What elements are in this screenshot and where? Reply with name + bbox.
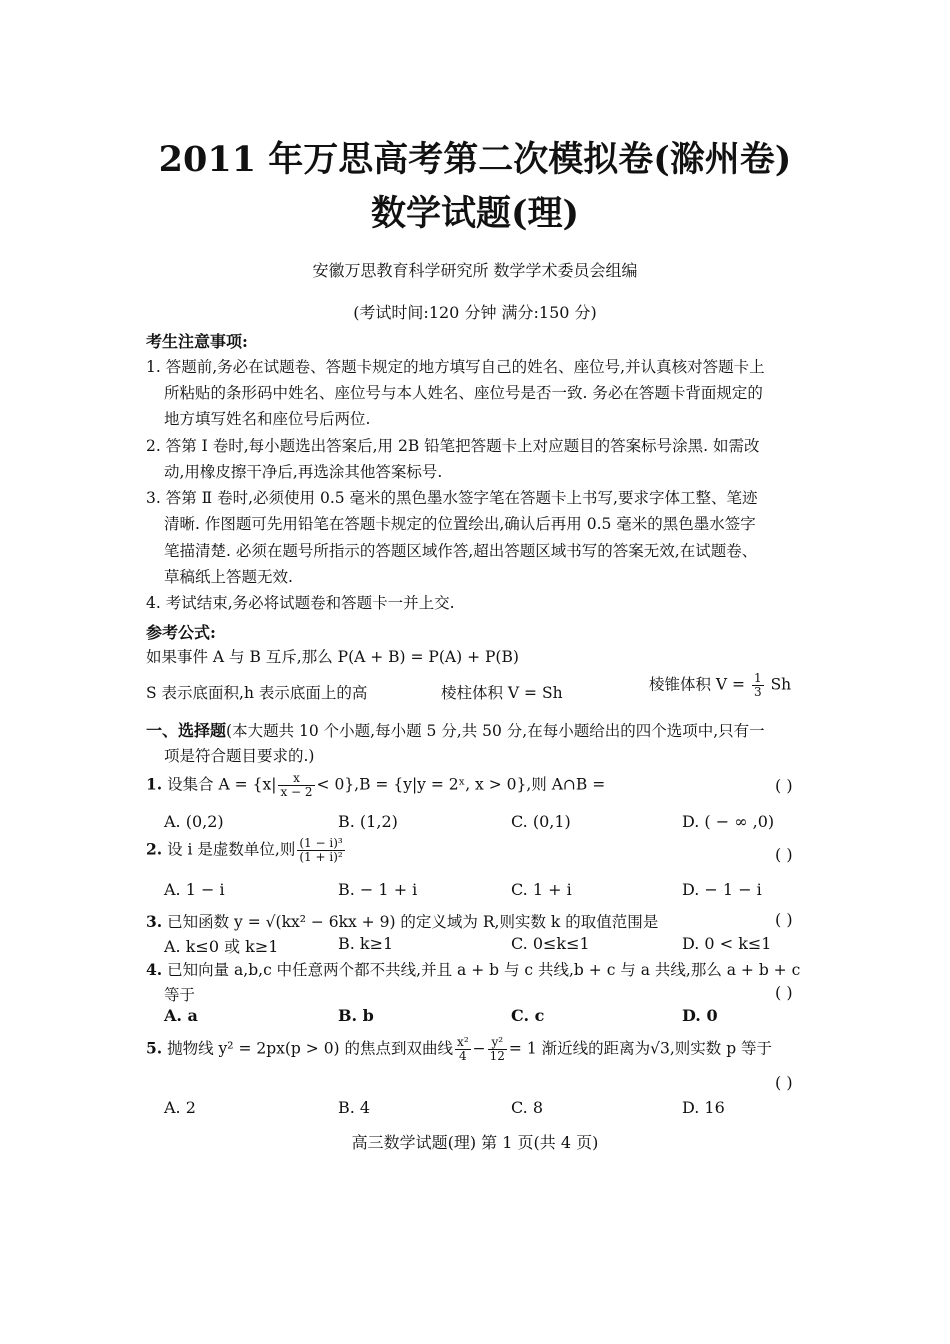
- note-line: 2. 答第 Ⅰ 卷时,每小题选出答案后,用 2B 铅笔把答题卡上对应题目的答案标号涂黑. 如需改: [146, 437, 760, 455]
- note-line: 动,用橡皮擦干净后,再选涂其他答案标号.: [164, 463, 443, 481]
- note-line: 地方填写姓名和座位号后两位.: [164, 410, 371, 428]
- question-1: [146, 772, 605, 799]
- question-4: [146, 958, 800, 980]
- option-a: A. a: [164, 1006, 198, 1025]
- fraction-numerator: (1 − i)³: [299, 836, 343, 850]
- option-d: D. 0 < k≤1: [682, 934, 772, 953]
- answer-bracket: ( ): [775, 845, 793, 864]
- question-2: [146, 837, 347, 864]
- fraction: [455, 1036, 471, 1063]
- fraction-numerator: 1: [753, 671, 762, 685]
- option-b: B. − 1 + i: [338, 880, 418, 899]
- prism-volume: 棱柱体积 V = Sh: [441, 684, 563, 702]
- note-line: 草稿纸上答题无效.: [164, 568, 293, 586]
- fraction: [752, 672, 764, 699]
- question-text: {x|: [252, 775, 277, 794]
- option-b: B. b: [338, 1006, 374, 1025]
- pyramid-volume-tail: Sh: [770, 675, 792, 694]
- fraction-numerator: x²: [457, 1035, 469, 1049]
- publisher-line: 安徽万思教育科学研究所 数学学术委员会组编: [312, 261, 638, 280]
- option-d: D. 0: [682, 1006, 718, 1025]
- note-line: 笔描清楚. 必须在题号所指示的答题区域作答,超出答题区域书写的答案无效,在试题卷、: [164, 542, 758, 560]
- note-line: 3. 答第 Ⅱ 卷时,必须使用 0.5 毫米的黑色墨水签字笔在答题卡上书写,要求字体工整、笔迹: [146, 489, 758, 507]
- formula-heading: 参考公式:: [146, 623, 216, 642]
- question-number: 3.: [146, 912, 163, 931]
- note-line: 清晰. 作图题可先用铅笔在答题卡规定的位置绘出,确认后再用 0.5 毫米的黑色墨水签字: [164, 515, 756, 533]
- option-a: A. (0,2): [164, 812, 224, 831]
- question-number: 5.: [146, 1038, 163, 1058]
- fraction-denominator: (1 + i)²: [299, 850, 343, 864]
- answer-bracket: ( ): [775, 983, 793, 1002]
- minus-sign: −: [472, 1039, 486, 1058]
- option-c: C. 1 + i: [511, 880, 572, 899]
- section-heading: 一、选择题: [146, 721, 227, 740]
- pyramid-volume: [649, 672, 791, 699]
- answer-bracket: ( ): [775, 776, 793, 795]
- question-text: 设集合 A =: [167, 775, 248, 794]
- option-a: A. k≤0 或 k≥1: [164, 937, 279, 956]
- question-text: = 1 渐近线的距离为√3,则实数 p 等于: [508, 1039, 773, 1058]
- option-d: D. 16: [682, 1098, 725, 1117]
- question-number: 2.: [146, 839, 163, 859]
- option-d: D. ( − ∞ ,0): [682, 812, 775, 831]
- fraction: [278, 772, 314, 799]
- exam-title: 2011 年万思高考第二次模拟卷(滁州卷): [158, 139, 792, 180]
- question-text: 已知向量 a,b,c 中任意两个都不共线,并且 a + b 与 c 共线,b + c 与 a 共线,那么 a + b + c: [167, 961, 801, 979]
- exam-subtitle: 数学试题(理): [370, 193, 580, 234]
- section-intro: [146, 718, 765, 741]
- option-b: B. 4: [338, 1098, 371, 1117]
- option-b: B. (1,2): [338, 812, 398, 831]
- exam-info: (考试时间:120 分钟 满分:150 分): [353, 303, 597, 322]
- notes-heading: 考生注意事项:: [146, 332, 248, 351]
- fraction: [488, 1036, 507, 1063]
- note-line: 所粘贴的条形码中姓名、座位号与本人姓名、座位号是否一致. 务必在答题卡背面规定的: [164, 384, 763, 402]
- section-desc: (本大题共 10 个小题,每小题 5 分,共 50 分,在每小题给出的四个选项中,只有一: [226, 722, 765, 740]
- pyramid-volume-label: 棱锥体积 V =: [649, 675, 746, 694]
- option-c: C. 0≤k≤1: [511, 934, 590, 953]
- question-number: 1.: [146, 774, 163, 794]
- fraction-denominator: 4: [459, 1049, 467, 1063]
- fraction: [297, 837, 344, 864]
- page-footer: 高三数学试题(理) 第 1 页(共 4 页): [351, 1133, 599, 1152]
- option-c: C. (0,1): [511, 812, 571, 831]
- fraction-numerator: x: [278, 772, 314, 786]
- note-line: 1. 答题前,务必在试题卷、答题卡规定的地方填写自己的姓名、座位号,并认真核对答题卡上: [146, 358, 765, 376]
- option-c: C. 8: [511, 1098, 544, 1117]
- formula-note: S 表示底面积,h 表示底面上的高: [146, 684, 368, 702]
- question-text: < 0},B = {y|y = 2ˣ, x > 0},则 A∩B =: [316, 775, 606, 794]
- section-desc-2: 项是符合题目要求的.): [164, 747, 315, 765]
- fraction-denominator: 12: [489, 1049, 505, 1063]
- option-c: C. c: [511, 1006, 545, 1025]
- question-4-cont: 等于: [164, 986, 196, 1004]
- option-b: B. k≥1: [338, 934, 394, 953]
- formula-line: 如果事件 A 与 B 互斥,那么 P(A + B) = P(A) + P(B): [146, 648, 519, 666]
- answer-bracket: ( ): [775, 1073, 793, 1092]
- question-3: [146, 910, 658, 932]
- answer-bracket: ( ): [775, 910, 793, 929]
- option-a: A. 2: [164, 1098, 196, 1117]
- question-text: 抛物线 y² = 2px(p > 0) 的焦点到双曲线: [167, 1039, 454, 1058]
- fraction-denominator: 3: [753, 685, 762, 699]
- fraction-denominator: x − 2: [280, 785, 313, 799]
- question-number: 4.: [146, 960, 163, 979]
- note-line: 4. 考试结束,务必将试题卷和答题卡一并上交.: [146, 594, 455, 612]
- option-a: A. 1 − i: [164, 880, 225, 899]
- question-5: [146, 1036, 772, 1063]
- option-d: D. − 1 − i: [682, 880, 762, 899]
- fraction-numerator: y²: [488, 1036, 507, 1050]
- question-text: 设 i 是虚数单位,则: [167, 840, 296, 859]
- question-text: 已知函数 y = √(kx² − 6kx + 9) 的定义域为 R,则实数 k 的取值范围是: [167, 913, 659, 931]
